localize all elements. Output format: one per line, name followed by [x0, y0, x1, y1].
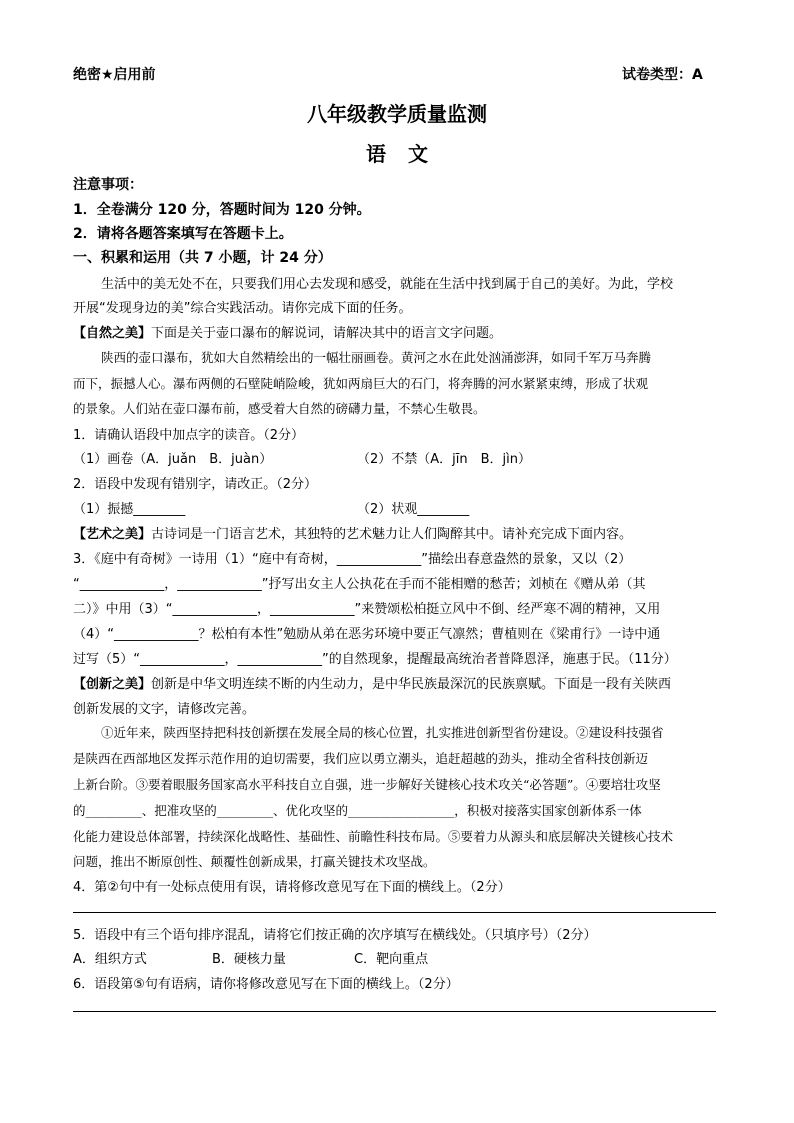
intro-line-2: 开展“发现身边的美”综合实践活动。请你完成下面的任务。 — [73, 301, 412, 316]
notice-heading: 注意事项： — [73, 177, 143, 193]
innovation-passage-line-1: ①近年来，陕西坚持把科技创新摆在发展全局的核心位置，扎实推进创新型省份建设。②建设科技强省 — [101, 725, 664, 740]
q5-stem: 5．语段中有三个语句排序混乱，请将它们按正确的次序填写在横线处。（只填序号）（2分） — [73, 928, 597, 943]
q3-line-3: 二）》中用（3）“_____________，_____________”来赞颂松柏挺立风中不倒、经严寒不凋的精神，又用 — [73, 602, 661, 617]
exam-title: 八年级教学质量监测 — [307, 102, 487, 126]
innovation-text-1: 创新是中华文明连续不断的内生动力，是中华民族最深沉的民族禀赋。下面是一段有关陕西 — [151, 677, 672, 692]
q6-stem: 6．语段第⑤句有语病，请你将修改意见写在下面的横线上。（2分） — [73, 977, 459, 992]
q1-option-2: （2）不禁（A．jīn B．jìn） — [357, 452, 532, 467]
q5-option-c: C．靶向重点 — [354, 952, 429, 967]
q2-option-2: （2）状观________ — [357, 502, 470, 517]
q4-stem: 4．第②句中有一处标点使用有误，请将修改意见写在下面的横线上。（2分） — [73, 880, 511, 895]
art-tag: 【艺术之美】 — [73, 527, 152, 542]
art-text: 古诗词是一门语言艺术，其独特的艺术魅力让人们陶醉其中。请补充完成下面内容。 — [151, 527, 633, 542]
q5-option-a: A．组织方式 — [73, 952, 147, 967]
nature-tag: 【自然之美】 — [73, 326, 152, 341]
q2-stem: 2．语段中发现有错别字，请改正。（2分） — [73, 477, 318, 492]
nature-passage-line-3: 的景象。人们站在壶口瀑布前，感受着大自然的磅礴力量，不禁心生敬畏。 — [73, 401, 486, 416]
q3-line-2: “_____________，_____________”抒写出女主人公执花在手而不能相赠的愁苦；刘桢在《赠从弟（其 — [73, 577, 646, 592]
q2-option-1: （1）振撼________ — [73, 502, 186, 517]
innovation-text-2: 创新发展的文字，请修改完善。 — [73, 702, 256, 717]
innovation-passage-line-6: 问题，推出不断原创性、颠覆性创新成果，打赢关键技术攻坚战。 — [73, 854, 436, 869]
intro-line-1: 生活中的美无处不在，只要我们用心去发现和感受，就能在生活中找到属于自己的美好。为此，学校 — [101, 277, 674, 292]
section-heading: 一、积累和运用（共 7 小题，计 24 分） — [73, 250, 332, 266]
q1-option-1: （1）画卷（A．juǎn B．juàn） — [73, 452, 273, 467]
art-section — [73, 523, 632, 542]
innovation-passage-line-2: 是陕西在西部地区发挥示范作用的迫切需要，我们应以勇立潮头，追赶超越的劲头，推动全省科技创新迈 — [73, 751, 649, 766]
q3-line-5: 过写（5）“_____________，_____________”的自然现象，提醒最高统治者普降恩泽，施惠于民。（11分） — [73, 652, 677, 667]
q6-answer-line[interactable] — [73, 1011, 716, 1012]
nature-text: 下面是关于壶口瀑布的解说词，请解决其中的语言文字问题。 — [151, 326, 503, 341]
q5-option-b: B．硬核力量 — [212, 952, 286, 967]
innovation-tag: 【创新之美】 — [73, 677, 152, 692]
innovation-section — [73, 673, 671, 692]
innovation-passage-line-3: 上新台阶。③要着眼服务国家高水平科技自立自强，进一步解好关键核心技术攻关“必答题”。④要培壮攻坚 — [73, 777, 661, 792]
q4-answer-line[interactable] — [73, 912, 716, 913]
nature-passage-line-2: 而下，振撼人心。瀑布两侧的石壁陡峭险峻，犹如两扇巨大的石门，将奔腾的河水紧紧束缚，形成了状观 — [73, 376, 649, 391]
q3-line-1: 3．《庭中有奇树》一诗用（1）“庭中有奇树，_____________”描绘出春意盎然的景象，又以（2） — [73, 552, 632, 567]
subject-title: 语文 — [366, 142, 450, 166]
innovation-passage-line-5: 化能力建设总体部署，持续深化战略性、基础性、前瞻性科技布局。⑤要着力从源头和底层解决关键核心技术 — [73, 829, 674, 844]
q3-line-4: （4）“_____________？松柏有本性”勉励从弟在恶劣环境中要正气凛然；曹植则在《梁甫行》一诗中通 — [73, 627, 661, 642]
innovation-passage-line-4: 的_________、把准攻坚的_________、优化攻坚的_________________，积极对接落实国家创新体系一体 — [73, 803, 642, 818]
nature-passage-line-1: 陕西的壶口瀑布，犹如大自然精绘出的一幅壮丽画卷。黄河之水在此处汹涌澎湃，如同千军万马奔腾 — [101, 350, 652, 365]
notice-item-2: 2．请将各题答案填写在答题卡上。 — [73, 226, 293, 242]
notice-item-1: 1．全卷满分 120 分，答题时间为 120 分钟。 — [73, 202, 371, 218]
q1-stem: 1．请确认语段中加点字的读音。（2分） — [73, 428, 305, 443]
confidential-label: 绝密★启用前 — [73, 67, 156, 83]
nature-section — [73, 322, 502, 341]
paper-type-label: 试卷类型：A — [622, 67, 703, 83]
